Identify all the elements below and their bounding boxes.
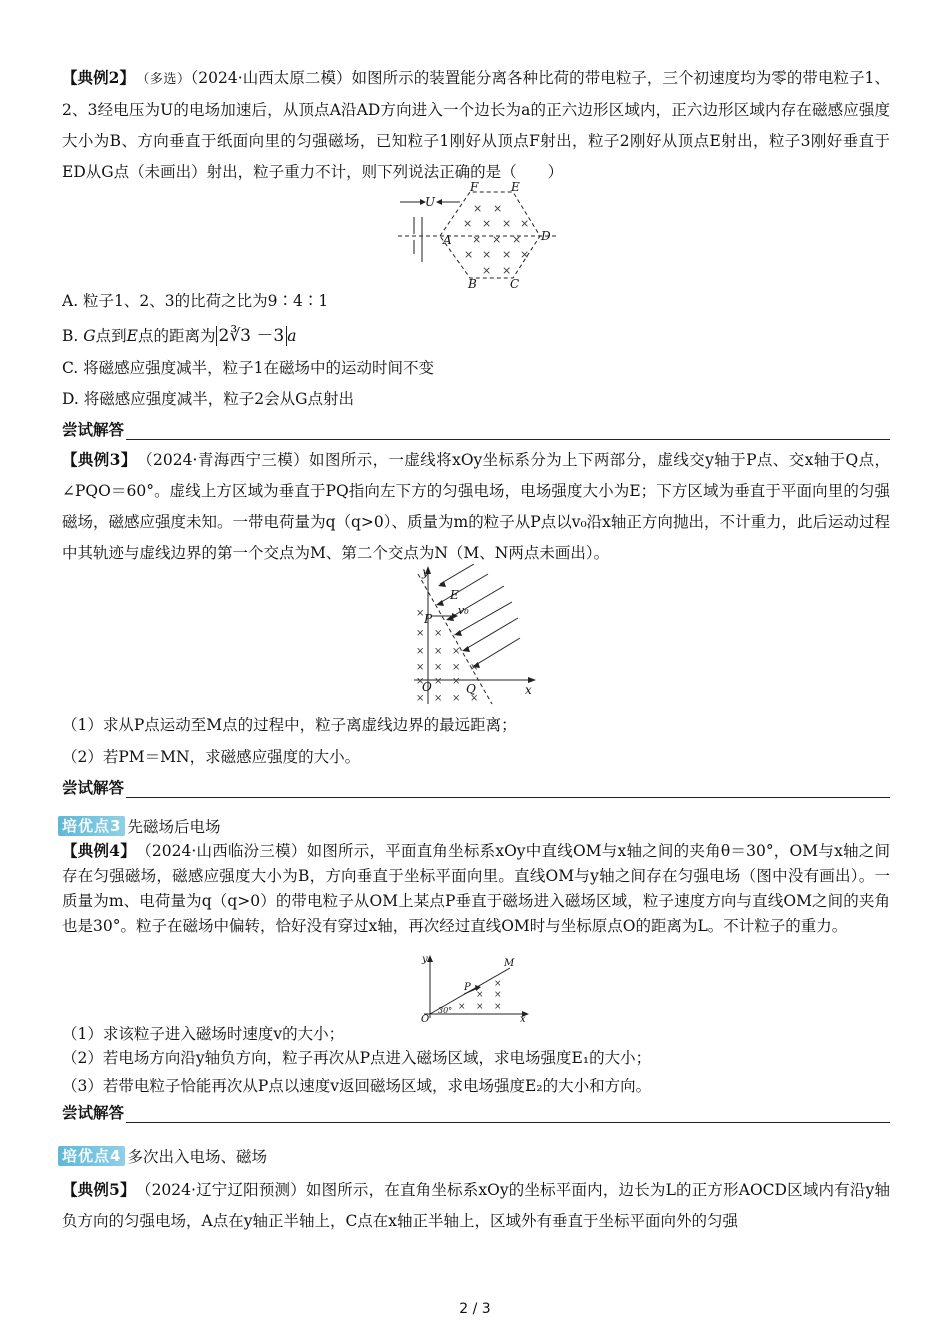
section-4-heading — [58, 1145, 267, 1167]
svg-text:×: × — [434, 662, 443, 673]
option-b-prefix: B. — [62, 327, 84, 345]
example-4-label: 【典例4】 — [62, 841, 129, 860]
section-3-badge: 培优点3 — [58, 816, 125, 836]
svg-text:×: × — [494, 1002, 502, 1012]
option-b-tail: 点的距离为 — [137, 327, 216, 345]
fig3-label-v0: v₀ — [458, 604, 469, 617]
example-4-question-2: （2）若电场方向沿y轴负方向，粒子再次从P点进入磁场区域，求电场强度E₁的大小； — [62, 1049, 652, 1067]
example-3-question-2: （2）若PM＝MN，求磁感应强度的大小。 — [62, 748, 361, 766]
section-3-title: 先磁场后电场 — [127, 818, 221, 836]
example-4-question-3: （3）若带电粒子恰能再次从P点以速度v返回磁场区域，求电场强度E₂的大小和方向。 — [62, 1077, 652, 1095]
example-5-text — [62, 1174, 890, 1237]
section-3-heading — [58, 815, 220, 837]
answer-underline — [126, 1106, 890, 1123]
fig3-label-O: O — [422, 680, 432, 694]
fig3-label-x: x — [525, 683, 532, 697]
svg-text:×: × — [482, 248, 492, 261]
example-3-question-1: （1）求从P点运动至M点的过程中，粒子离虚线边界的最远距离； — [62, 716, 517, 734]
svg-text:×: × — [434, 646, 443, 657]
fig3-label-E: E — [450, 588, 459, 602]
example-3-body: （2024·青海西宁三模）如图所示，一虚线将xOy坐标系分为上下两部分，虚线交y轴于P点、交x轴于Q点，∠PQO＝60°。虚线上方区域为垂直于PQ指向左下方的匀强电场，电场强度大小为E；下方区域为垂直于平面向里的匀强磁场，磁感应强度未知。一带电荷量为q（q>0）、质量为m的粒子从P点以v₀沿x轴正方向抛出，不计重力，此后运动过程中其轨迹与虚线边界的第一个交点为M、第二个交点为N（M、N两点未画出）。 — [62, 451, 890, 562]
option-b-g: G — [83, 327, 96, 345]
svg-text:×: × — [452, 646, 461, 657]
svg-text:×: × — [434, 693, 443, 704]
fig4-label-O: O — [421, 1014, 430, 1022]
svg-text:×: × — [476, 990, 484, 1000]
oblique-line-figure — [420, 954, 530, 1022]
svg-text:×: × — [452, 693, 461, 704]
fig2-label-E: E — [511, 182, 520, 194]
option-b-a: a — [287, 327, 297, 345]
svg-text:×: × — [434, 676, 443, 687]
coordinate-field-figure — [408, 564, 538, 710]
option-a: A. 粒子1、2、3的比荷之比为9∶4∶1 — [62, 292, 329, 310]
option-b-e: E — [126, 327, 138, 345]
fig3-label-Q: Q — [466, 682, 476, 696]
svg-text:×: × — [473, 202, 483, 215]
fig4-label-P: P — [464, 982, 471, 993]
option-d: D. 将磁感应强度减半，粒子2会从G点射出 — [62, 390, 354, 408]
example-3-label: 【典例3】 — [62, 450, 129, 469]
svg-text:×: × — [494, 990, 502, 1000]
svg-text:×: × — [520, 217, 530, 230]
fig3-label-P: P — [424, 612, 433, 626]
example-2-label: 【典例2】 — [62, 68, 128, 87]
svg-text:×: × — [416, 693, 425, 704]
answer-label: 尝试解答 — [62, 778, 125, 797]
fig2-label-U: U — [425, 195, 436, 209]
example-4-body: （2024·山西临汾三模）如图所示，平面直角坐标系xOy中直线OM与x轴之间的夹角θ＝30°，OM与x轴之间存在匀强磁场，磁感应强度大小为B，方向垂直于坐标平面向里。直线OM与y轴之间存在匀强电场（图中没有画出）。一质量为m、电荷量为q（q>0）的带电粒子从OM上某点P垂直于磁场进入磁场区域，粒子速度方向与直线OM之间的夹角也是30°。粒子在磁场中偏转，恰好没有穿过x轴，再次经过直线OM时与坐标原点O的距离为L。不计粒子的重力。 — [62, 842, 890, 935]
option-c: C. 将磁感应强度减半，粒子1在磁场中的运动时间不变 — [62, 359, 435, 377]
page-number: 2 / 3 — [459, 1301, 491, 1317]
svg-text:×: × — [416, 646, 425, 657]
svg-text:×: × — [512, 233, 522, 246]
svg-text:×: × — [416, 628, 425, 639]
answer-label: 尝试解答 — [62, 1103, 125, 1122]
svg-text:×: × — [502, 217, 512, 230]
svg-text:×: × — [493, 202, 503, 215]
section-4-title: 多次出入电场、磁场 — [127, 1148, 267, 1166]
example-4-question-1: （1）求该粒子进入磁场时速度v的大小； — [62, 1025, 345, 1043]
answer-underline — [126, 781, 890, 798]
fig4-label-angle: 30° — [438, 1006, 453, 1015]
fig2-label-A: A — [443, 233, 452, 247]
svg-text:×: × — [452, 662, 461, 673]
answer-label: 尝试解答 — [62, 420, 125, 439]
fig4-label-x: x — [520, 1014, 526, 1022]
svg-text:×: × — [494, 979, 502, 989]
example-4-text — [62, 838, 890, 939]
fig2-label-D: D — [541, 229, 551, 243]
fig3-label-y: y — [422, 565, 429, 579]
fig4-label-M: M — [504, 958, 515, 969]
example-2-tag: （多选） — [142, 72, 191, 87]
option-b-mid: 点到 — [95, 327, 127, 345]
example-3-text — [62, 444, 890, 569]
example-3-answer-line[interactable] — [62, 776, 890, 798]
example-2-text — [62, 62, 890, 188]
svg-text:×: × — [482, 264, 492, 277]
option-b-expr: 2∛3 －3 — [216, 326, 288, 346]
svg-text:×: × — [416, 662, 425, 673]
svg-text:×: × — [434, 628, 443, 639]
svg-text:×: × — [502, 248, 512, 261]
svg-text:×: × — [472, 233, 482, 246]
svg-text:×: × — [452, 676, 461, 687]
answer-underline — [126, 423, 890, 440]
svg-text:×: × — [520, 248, 530, 261]
fig2-label-C: C — [510, 277, 520, 290]
svg-text:×: × — [416, 608, 425, 619]
hexagon-figure — [398, 182, 558, 290]
example-2-body: （2024·山西太原二模）如图所示的装置能分离各种比荷的带电粒子，三个初速度均为零的带电粒子1、2、3经电压为U的电场加速后，从顶点A沿AD方向进入一个边长为a的正六边形区域内，正六边形区域内存在磁感应强度大小为B、方向垂直于纸面向里的匀强磁场，已知粒子1刚好从顶点F射出，粒子2刚好从顶点E射出，粒子3刚好垂直于ED从G点（未画出）射出，粒子重力不计，则下列说法正确的是（ ） — [62, 69, 890, 181]
svg-text:×: × — [463, 217, 473, 230]
fig2-label-B: B — [468, 277, 477, 290]
svg-text:×: × — [492, 233, 502, 246]
svg-text:×: × — [416, 676, 425, 687]
svg-text:×: × — [482, 217, 492, 230]
example-5-label: 【典例5】 — [62, 1180, 128, 1199]
fig4-label-y: y — [422, 954, 428, 965]
section-4-badge: 培优点4 — [58, 1146, 125, 1166]
svg-text:×: × — [476, 1002, 484, 1012]
svg-text:×: × — [502, 264, 512, 277]
example-2-answer-line[interactable] — [62, 418, 890, 440]
svg-text:×: × — [470, 662, 479, 673]
svg-text:×: × — [464, 248, 474, 261]
option-b — [62, 325, 296, 347]
example-5-body: （2024·辽宁辽阳预测）如图所示，在直角坐标系xOy的坐标平面内，边长为L的正方形AOCD区域内有沿y轴负方向的匀强电场，A点在y轴正半轴上，C点在x轴正半轴上，区域外有垂直于坐标平面向外的匀强 — [62, 1181, 890, 1230]
fig2-label-F: F — [470, 182, 479, 194]
svg-text:×: × — [458, 1002, 466, 1012]
svg-text:×: × — [470, 693, 479, 704]
example-4-answer-line[interactable] — [62, 1101, 890, 1123]
